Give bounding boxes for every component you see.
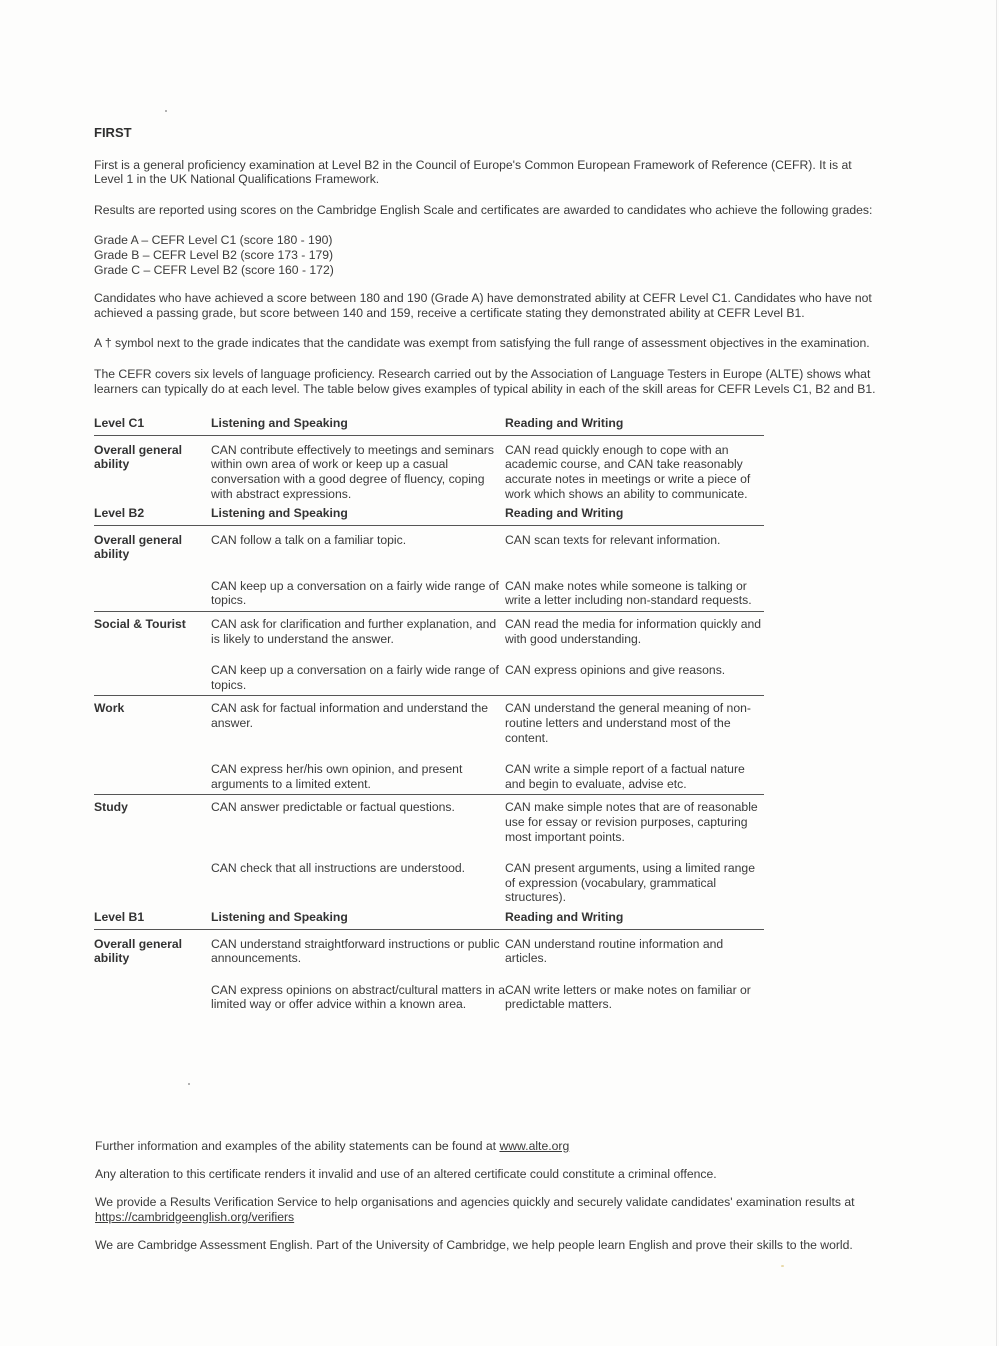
- listening-speaking-cell: CAN check that all instructions are understood.: [211, 861, 466, 876]
- score-paragraph: Candidates who have achieved a score between 180 and 190 (Grade A) have demonstrated ability at CEFR Level C1. Candidates who have not achieved a passing grade, but score between 140 and 159, receive a certificate stating they demonstrated ability at CEFR Level B1.: [94, 291, 872, 320]
- listening-speaking-cell: CAN follow a talk on a familiar topic.: [211, 532, 407, 547]
- document-body: [94, 126, 884, 1015]
- table-row: [94, 435, 764, 504]
- scan-speck: [165, 110, 167, 112]
- category-cell: [94, 649, 211, 696]
- scan-speck: [188, 1083, 190, 1085]
- reading-writing-cell: CAN write letters or make notes on familiar or predictable matters.: [505, 982, 751, 1012]
- footer: [95, 1139, 895, 1266]
- category-cell: Work: [94, 696, 211, 748]
- table-row: [94, 795, 764, 847]
- listening-speaking-cell: CAN keep up a conversation on a fairly wide range of topics.: [211, 578, 499, 608]
- category-cell: Social & Tourist: [94, 612, 211, 650]
- table-row: [94, 696, 764, 748]
- scan-edge-line: [996, 0, 997, 1346]
- listening-speaking-cell: CAN express opinions on abstract/cultural matters in a limited way or offer advice within a known area.: [211, 982, 505, 1012]
- listening-speaking-cell: CAN answer predictable or factual questions.: [211, 795, 505, 847]
- ability-table: [94, 414, 764, 1015]
- level-label: Level B2: [94, 504, 211, 525]
- category-cell: [94, 847, 211, 908]
- reading-writing-cell: CAN read the media for information quickly and with good understanding.: [505, 612, 764, 650]
- listening-speaking-header: Listening and Speaking: [211, 504, 505, 525]
- reading-writing-header: Reading and Writing: [505, 504, 764, 525]
- table-row: [94, 969, 764, 1015]
- category-cell: [94, 969, 211, 1015]
- table-row: [94, 748, 764, 795]
- category-cell: [94, 748, 211, 795]
- grade-list: [94, 233, 884, 277]
- listening-speaking-cell: CAN express her/his own opinion, and present arguments to a limited extent.: [211, 762, 463, 791]
- table-row: [94, 525, 764, 565]
- reading-writing-cell: CAN make simple notes that are of reasonable use for essay or revision purposes, capturing most important points.: [505, 795, 764, 847]
- exempt-paragraph: A † symbol next to the grade indicates that the candidate was exempt from satisfying the full range of assessment objectives in the examination.: [94, 336, 870, 351]
- category-cell: Study: [94, 795, 211, 847]
- reading-writing-cell: CAN read quickly enough to cope with an academic course, and CAN take reasonably accurate notes in meetings or write a piece of work which shows an ability to communicate.: [505, 442, 751, 501]
- reading-writing-cell: CAN scan texts for relevant information.: [505, 532, 721, 547]
- further-info-label: Further information and examples of the ability statements can be found at: [95, 1139, 500, 1153]
- level-header-row: [94, 414, 764, 435]
- reading-writing-header: Reading and Writing: [505, 908, 764, 929]
- grade-a: Grade A – CEFR Level C1 (score 180 - 190): [94, 233, 333, 248]
- about-cambridge: We are Cambridge Assessment English. Part of the University of Cambridge, we help people learn English and prove their skills to the world.: [95, 1237, 853, 1252]
- verifiers-link[interactable]: https://cambridgeenglish.org/verifiers: [95, 1209, 295, 1224]
- reading-writing-cell: CAN write a simple report of a factual nature and begin to evaluate, advise etc.: [505, 762, 745, 791]
- reading-writing-cell: CAN make notes while someone is talking or write a letter including non-standard requests.: [505, 578, 752, 608]
- page-title: FIRST: [94, 125, 132, 140]
- reading-writing-header: Reading and Writing: [505, 414, 764, 435]
- listening-speaking-header: Listening and Speaking: [211, 908, 505, 929]
- level-label: Level B1: [94, 908, 211, 929]
- listening-speaking-cell: CAN keep up a conversation on a fairly wide range of topics.: [211, 663, 499, 692]
- table-row: [94, 612, 764, 650]
- level-header-row: [94, 504, 764, 525]
- further-info-text: [95, 1139, 895, 1154]
- intro-paragraph: First is a general proficiency examination at Level B2 in the Council of Europe's Common European Framework of Reference (CEFR). It is at Level 1 in the UK National Qualifications Framework.: [94, 157, 852, 187]
- category-cell: Overall general ability: [94, 442, 183, 472]
- verification-label: We provide a Results Verification Service to help organisations and agencies quickly and securely validate candidates' examination results at: [95, 1195, 855, 1210]
- listening-speaking-header: Listening and Speaking: [211, 414, 505, 435]
- grade-b: Grade B – CEFR Level B2 (score 173 - 179): [94, 247, 334, 262]
- listening-speaking-cell: CAN ask for clarification and further explanation, and is likely to understand the answer.: [211, 612, 505, 650]
- category-cell: Overall general ability: [94, 936, 183, 966]
- alte-link[interactable]: www.alte.org: [499, 1139, 570, 1153]
- alteration-warning: Any alteration to this certificate renders it invalid and use of an altered certificate could constitute a criminal offence.: [95, 1167, 717, 1182]
- category-cell: Overall general ability: [94, 532, 183, 562]
- listening-speaking-cell: CAN ask for factual information and understand the answer.: [211, 696, 505, 748]
- results-paragraph: Results are reported using scores on the Cambridge English Scale and certificates are awarded to candidates who achieve the following grades:: [94, 202, 873, 217]
- reading-writing-cell: CAN express opinions and give reasons.: [505, 663, 726, 678]
- table-row: [94, 649, 764, 696]
- category-cell: [94, 565, 211, 612]
- listening-speaking-cell: CAN contribute effectively to meetings and seminars within own area of work or keep up a casual conversation with a good degree of fluency, coping with abstract expressions.: [211, 442, 494, 501]
- reading-writing-cell: CAN understand the general meaning of non-routine letters and understand most of the content.: [505, 696, 764, 748]
- reading-writing-cell: CAN present arguments, using a limited range of expression (vocabulary, grammatical structures).: [505, 861, 755, 905]
- cefr-paragraph: The CEFR covers six levels of language proficiency. Research carried out by the Association of Language Testers in Europe (ALTE) shows what learners can typically do at each level. The table below gives examples of typical ability in each of the skill areas for CEFR Levels C1, B2 and B1.: [94, 366, 876, 396]
- table-row: [94, 565, 764, 612]
- reading-writing-cell: CAN understand routine information and articles.: [505, 936, 724, 966]
- table-row: [94, 929, 764, 969]
- listening-speaking-cell: CAN understand straightforward instructions or public announcements.: [211, 936, 500, 966]
- table-row: [94, 847, 764, 908]
- verification-text: [95, 1195, 895, 1224]
- grade-c: Grade C – CEFR Level B2 (score 160 - 172): [94, 262, 334, 277]
- level-label: Level C1: [94, 414, 211, 435]
- level-header-row: [94, 908, 764, 929]
